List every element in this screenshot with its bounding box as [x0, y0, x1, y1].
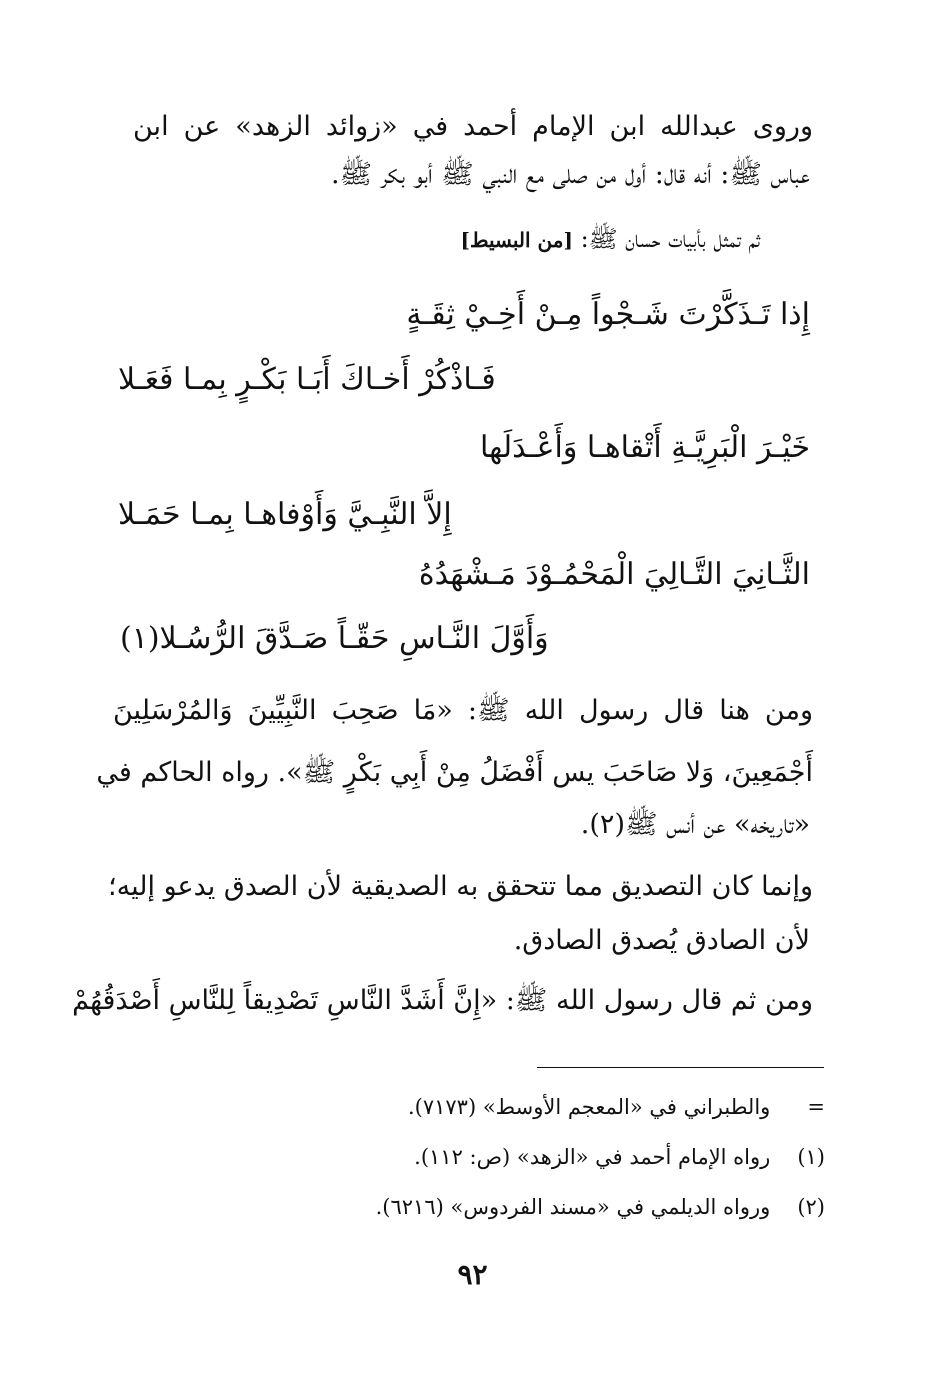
- body-line-8: ومن ثم قال رسول الله ﷺ: «إِنَّ أَشَدَّ النَّاسِ تَصْدِيقاً لِلنَّاسِ أَصْدَقُهُمْ: [72, 985, 813, 1016]
- verse-3-hemistich-1: الثَّـانِيَ التَّـالِيَ الْمَحْمُـوْدَ مَـشْهَدُهُ: [418, 557, 810, 592]
- body-line-3: ومن هنا قال رسول الله ﷺ: «مَا صَحِبَ النَّبِيِّينَ وَالمُرْسَلِينَ: [113, 695, 813, 726]
- footnote-2: [125, 1190, 825, 1224]
- footnote-text-1: رواه الإمام أحمد في «الزهد» (ص: ١١٢).: [414, 1145, 771, 1169]
- body-line-7: لأن الصادق يُصدق الصادق.: [513, 925, 810, 956]
- body-line-2: عباس ﷺ: أنه قال: أول من صلى مع النبي ﷺ أبو بكر ﷺ.: [330, 159, 810, 190]
- footnote-marker-1: (١): [797, 1145, 825, 1169]
- footnote-continued: [125, 1090, 825, 1124]
- body-line-1: وروى عبدالله ابن الإمام أحمد في «زوائد الزهد» عن ابن: [133, 111, 813, 142]
- footnote-marker-2: (٢): [797, 1195, 825, 1219]
- verse-3-hemistich-2: وَأَوَّلَ النَّـاسِ حَقّـاً صَـدَّقَ الرُّسُـلا(١): [120, 621, 549, 656]
- verse-1-hemistich-1: إِذا تَـذَكَّرْتَ شَـجْواً مِـنْ أَخِـيْ ثِقَـةٍ: [406, 297, 810, 332]
- footnote-marker-cont: =: [807, 1095, 825, 1119]
- verse-2-hemistich-2: إِلاَّ النَّبِـيَّ وَأَوْفاهـا بِمـا حَمَـلا: [118, 497, 452, 532]
- verse-intro-text: ثم تمثل بأبيات حسان ﷺ:: [580, 225, 760, 253]
- footnote-text-2: ورواه الديلمي في «مسند الفردوس» (٦٢١٦).: [375, 1195, 771, 1219]
- page-number: ٩٢: [457, 1258, 488, 1291]
- footnote-text-cont: والطبراني في «المعجم الأوسط» (٧١٧٣).: [407, 1095, 771, 1119]
- verse-intro: [80, 214, 760, 265]
- footnote-1: [125, 1140, 825, 1174]
- body-line-5: «تاريخه» عن أنس ﷺ(٢).: [580, 809, 810, 840]
- body-line-4: أَجْمَعِينَ، وَلا صَاحَبَ يس أَفْضَلُ مِنْ أَبِي بَكْرٍ ﷺ». رواه الحاكم في: [96, 757, 813, 788]
- meter-label: [من البسيط]: [460, 228, 573, 252]
- verse-2-hemistich-1: خَيْـرَ الْبَرِيَّـةِ أَتْقاهـا وَأَعْـدَلَها: [480, 430, 810, 465]
- verse-1-hemistich-2: فَـاذْكُرْ أَخـاكَ أَبَـا بَكْـرٍ بِمـا فَعَـلا: [118, 362, 496, 397]
- body-line-6: وإنما كان التصديق مما تتحقق به الصديقية لأن الصدق يدعو إليه؛: [108, 871, 813, 902]
- footnote-separator: [537, 1067, 824, 1068]
